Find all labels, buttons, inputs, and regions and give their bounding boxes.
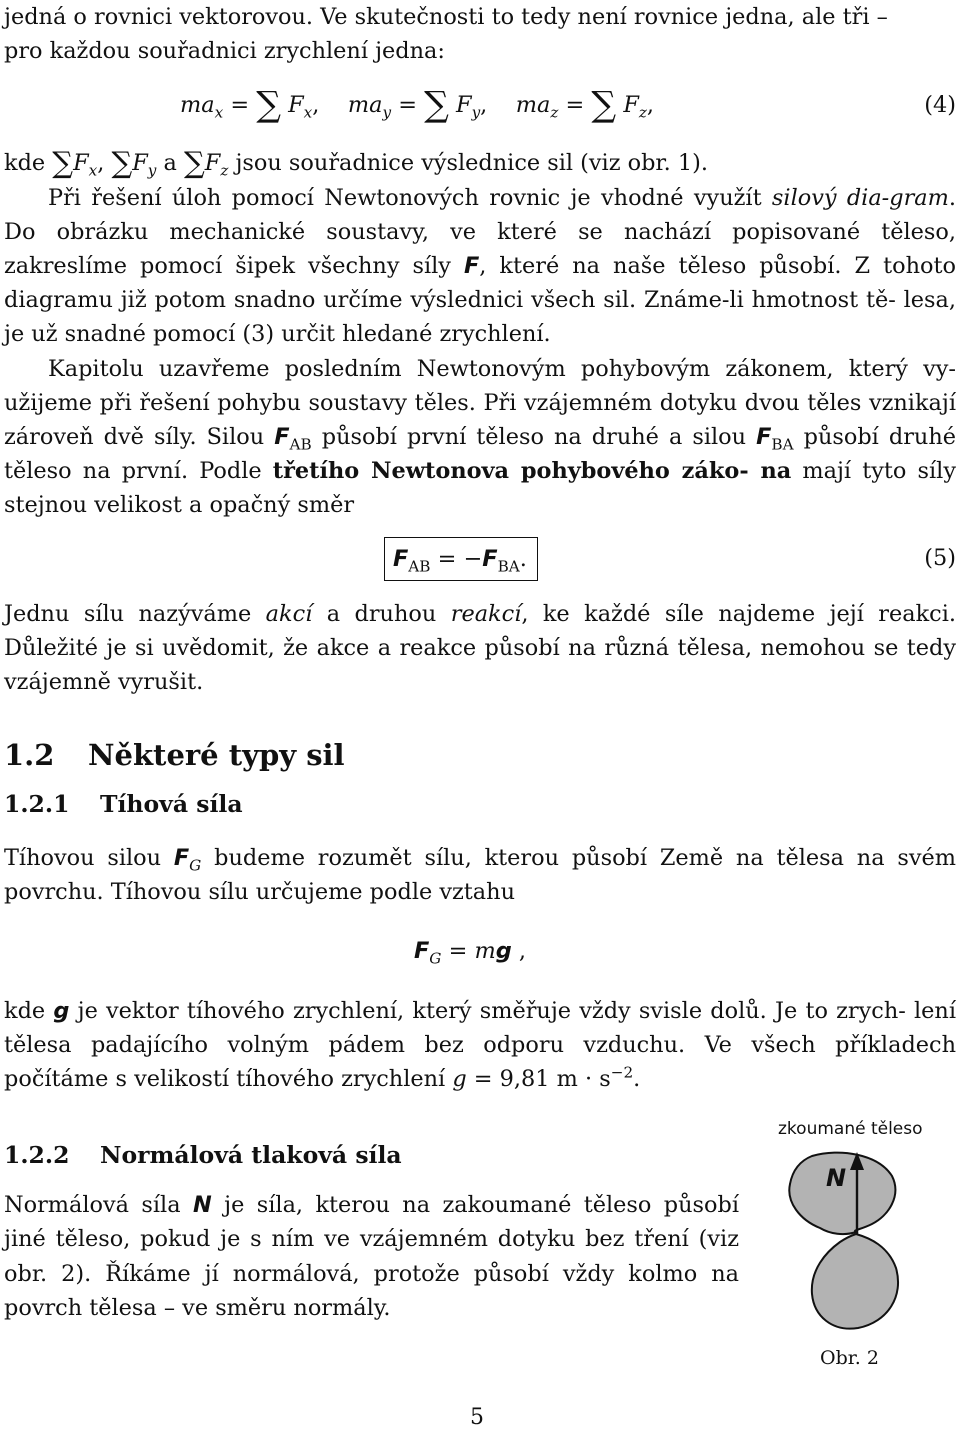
equation-number-5: (5) [924,544,956,571]
equation-4: $ma_x$ = ∑ $F_x$, $ma_y$ = ∑ $F_y$, $ma_z$ = ∑ $F_z$, (4) [180,85,956,126]
paragraph-gravity: Tíhovou silou $F_G$ budeme rozumět sílu, kterou působí Země na tělesa na svém povrchu. Tíhovou sílu určujeme podle vztahu [4,845,956,906]
after-equation-4: kde $\sum F_x$, $\sum F_y$ a $\sum F_z$ jsou souřadnice výslednice sil (viz obr. 1). [4,145,709,180]
figure-2 [760,1118,960,1378]
boxed-formula: $F_{AB} = -F_{BA}$. [384,537,538,581]
equation-number-4: (4) [924,92,956,119]
paragraph-force-diagram: Při řešení úloh pomocí Newtonových rovnic je vhodné využít silový dia-gram. Do obrázku mechanické soustavy, ve které se nachází popisované těleso, zakreslíme pomocí šipek všechny síly F, které na naše těleso působí. Z tohoto diagramu již potom snadno určíme výslednici všech sil. Známe-li hmotnost tě- lesa, je už snadné pomocí (3) určit hledané zrychlení. [4,184,957,348]
supporting-body-shape [812,1234,898,1329]
section-heading-1-2-1: 1.2.1 Tíhová síla [4,790,243,819]
third-law-term: třetího Newtonova pohybového záko- na [272,458,792,485]
intro-text [4,0,956,68]
paragraph-action-reaction: Jednu sílu nazýváme akcí a druhou reakcí, ke každé síle najdeme její reakci. Důležité je si uvědomit, že akce a reakce působí na různá tělesa, nemohou se tedy vzájemně vyrušit. [4,600,956,696]
intro-line-2: pro každou souřadnici zrychlení jedna: [4,38,445,65]
intro-line-1: jedná o rovnici vektorovou. Ve skutečnosti to tedy není rovnice jedna, ale tři – [4,4,888,30]
page-number: 5 [470,1405,484,1430]
section-heading-1-2-2: 1.2.2 Normálová tlaková síla [4,1141,402,1170]
figure-caption: Obr. 2 [820,1347,879,1369]
section-heading-1-2: 1.2 Některé typy sil [4,738,345,773]
paragraph-normal-force: Normálová síla N je síla, kterou na zakoumané těleso působí jiné těleso, pokud je s ním ve vzájemném dotyku bez tření (viz obr. 2). Říkáme jí normálová, protože působí vždy kolmo na povrch tělesa – ve směru normály. [4,1192,740,1321]
paragraph-gravity-acceleration: kde g je vektor tíhového zrychlení, který směřuje vždy svisle dolů. Je to zrych- lení tělesa padajícího volným pádem bez odporu vzduchu. Ve všech příkladech počítáme s velikostí tíhového zrychlení g = 9,81 $m \cdot s^{-2}$. [4,997,957,1093]
figure-label: zkoumané těleso [778,1119,923,1139]
equation-5 [4,523,956,597]
paragraph-third-law: Kapitolu uzavřeme posledním Newtonovým pohybovým zákonem, který vy- užijeme při řešení pohybu soustavy těles. Při vzájemném dotyku dvou těles vznikají zároveň dvě síly. Silou $F_{AB}$ působí první těleso na druhé a silou $F_{BA}$ působí druhé těleso na první. Podle třetího Newtonova pohybového záko- na mají tyto síly stejnou velikost a opačný směr [4,355,957,519]
normal-force-diagram [760,1146,960,1346]
force-vector-symbol: F [464,253,480,280]
equation-gravity: $F_G$ = mg , [414,937,526,968]
normal-force-label: N [826,1164,847,1192]
